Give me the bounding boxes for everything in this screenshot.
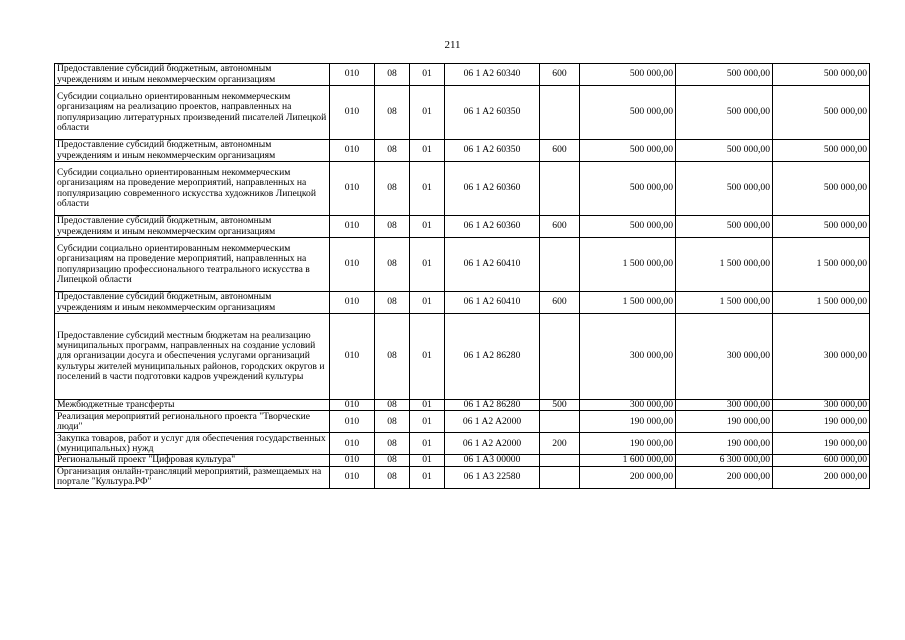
- table-row: [55, 314, 870, 400]
- amount-year-2: 1 500 000,00: [676, 238, 773, 292]
- department-code: 010: [330, 400, 375, 411]
- expense-type-code: 600: [540, 64, 580, 86]
- target-article-code: 06 1 A2 60350: [445, 86, 540, 140]
- department-code: 010: [330, 411, 375, 433]
- section-code: 08: [375, 433, 410, 455]
- amount-year-1: 1 500 000,00: [580, 292, 676, 314]
- subsection-code: 01: [410, 292, 445, 314]
- amount-year-1: 500 000,00: [580, 162, 676, 216]
- amount-year-3: 500 000,00: [773, 140, 870, 162]
- amount-year-2: 500 000,00: [676, 140, 773, 162]
- budget-item-name: Организация онлайн-трансляций мероприятий, размещаемых на портале "Культура.РФ": [55, 466, 330, 488]
- expense-type-code: [540, 466, 580, 488]
- amount-year-3: 500 000,00: [773, 64, 870, 86]
- table-row: [55, 466, 870, 488]
- amount-year-3: 300 000,00: [773, 400, 870, 411]
- budget-item-name: Закупка товаров, работ и услуг для обеспечения государственных (муниципальных) нужд: [55, 433, 330, 455]
- section-code: 08: [375, 64, 410, 86]
- amount-year-1: 500 000,00: [580, 216, 676, 238]
- amount-year-1: 500 000,00: [580, 140, 676, 162]
- target-article-code: 06 1 A2 60340: [445, 64, 540, 86]
- department-code: 010: [330, 216, 375, 238]
- department-code: 010: [330, 238, 375, 292]
- amount-year-3: 300 000,00: [773, 314, 870, 400]
- table-row: [55, 411, 870, 433]
- amount-year-2: 300 000,00: [676, 400, 773, 411]
- amount-year-3: 200 000,00: [773, 466, 870, 488]
- expense-type-code: [540, 314, 580, 400]
- department-code: 010: [330, 314, 375, 400]
- amount-year-2: 500 000,00: [676, 64, 773, 86]
- target-article-code: 06 1 A2 86280: [445, 400, 540, 411]
- budget-item-name: Межбюджетные трансферты: [55, 400, 330, 411]
- amount-year-2: 190 000,00: [676, 433, 773, 455]
- target-article-code: 06 1 A2 60360: [445, 162, 540, 216]
- section-code: 08: [375, 162, 410, 216]
- budget-item-name: Предоставление субсидий бюджетным, автономным учреждениям и иным некоммерческим организациям: [55, 140, 330, 162]
- target-article-code: 06 1 A2 60360: [445, 216, 540, 238]
- subsection-code: 01: [410, 162, 445, 216]
- budget-item-name: Субсидии социально ориентированным некоммерческим организациям на реализацию проектов, направленных на популяризацию литературных произведений писателей Липецкой области: [55, 86, 330, 140]
- table-row: [55, 86, 870, 140]
- subsection-code: 01: [410, 238, 445, 292]
- budget-table: [54, 63, 870, 489]
- target-article-code: 06 1 A2 60410: [445, 238, 540, 292]
- amount-year-1: 200 000,00: [580, 466, 676, 488]
- table-row: [55, 64, 870, 86]
- target-article-code: 06 1 A2 86280: [445, 314, 540, 400]
- amount-year-2: 300 000,00: [676, 314, 773, 400]
- budget-item-name: Предоставление субсидий бюджетным, автономным учреждениям и иным некоммерческим организациям: [55, 64, 330, 86]
- section-code: 08: [375, 314, 410, 400]
- table-row: [55, 433, 870, 455]
- department-code: 010: [330, 466, 375, 488]
- budget-item-name: Региональный проект "Цифровая культура": [55, 455, 330, 466]
- table-row: [55, 238, 870, 292]
- expense-type-code: [540, 238, 580, 292]
- section-code: 08: [375, 216, 410, 238]
- amount-year-1: 1 600 000,00: [580, 455, 676, 466]
- section-code: 08: [375, 466, 410, 488]
- target-article-code: 06 1 A2 A2000: [445, 433, 540, 455]
- department-code: 010: [330, 140, 375, 162]
- amount-year-2: 200 000,00: [676, 466, 773, 488]
- page-number: 211: [444, 39, 461, 51]
- amount-year-3: 600 000,00: [773, 455, 870, 466]
- amount-year-1: 300 000,00: [580, 400, 676, 411]
- table-row: [55, 455, 870, 466]
- subsection-code: 01: [410, 466, 445, 488]
- amount-year-1: 1 500 000,00: [580, 238, 676, 292]
- target-article-code: 06 1 A2 60410: [445, 292, 540, 314]
- budget-item-name: Субсидии социально ориентированным некоммерческим организациям на проведение мероприятий, направленных на популяризацию профессионального театрального искусства в Липецкой области: [55, 238, 330, 292]
- amount-year-3: 190 000,00: [773, 433, 870, 455]
- section-code: 08: [375, 238, 410, 292]
- expense-type-code: [540, 86, 580, 140]
- target-article-code: 06 1 A3 00000: [445, 455, 540, 466]
- section-code: 08: [375, 140, 410, 162]
- amount-year-3: 190 000,00: [773, 411, 870, 433]
- department-code: 010: [330, 64, 375, 86]
- amount-year-1: 300 000,00: [580, 314, 676, 400]
- expense-type-code: 600: [540, 140, 580, 162]
- department-code: 010: [330, 86, 375, 140]
- subsection-code: 01: [410, 216, 445, 238]
- table-row: [55, 292, 870, 314]
- table-row: [55, 162, 870, 216]
- target-article-code: 06 1 A2 A2000: [445, 411, 540, 433]
- expense-type-code: [540, 455, 580, 466]
- subsection-code: 01: [410, 455, 445, 466]
- amount-year-2: 190 000,00: [676, 411, 773, 433]
- department-code: 010: [330, 292, 375, 314]
- table-row: [55, 140, 870, 162]
- expense-type-code: 600: [540, 292, 580, 314]
- table-row: [55, 400, 870, 411]
- budget-item-name: Субсидии социально ориентированным некоммерческим организациям на проведение мероприятий, направленных на популяризацию современного искусства художников Липецкой области: [55, 162, 330, 216]
- subsection-code: 01: [410, 140, 445, 162]
- amount-year-3: 500 000,00: [773, 86, 870, 140]
- amount-year-3: 500 000,00: [773, 216, 870, 238]
- amount-year-3: 500 000,00: [773, 162, 870, 216]
- section-code: 08: [375, 400, 410, 411]
- amount-year-1: 190 000,00: [580, 433, 676, 455]
- amount-year-2: 6 300 000,00: [676, 455, 773, 466]
- section-code: 08: [375, 455, 410, 466]
- amount-year-1: 500 000,00: [580, 86, 676, 140]
- subsection-code: 01: [410, 64, 445, 86]
- subsection-code: 01: [410, 314, 445, 400]
- table-row: [55, 216, 870, 238]
- department-code: 010: [330, 162, 375, 216]
- budget-item-name: Предоставление субсидий местным бюджетам на реализацию муниципальных программ, направленных на создание условий для организации досуга и обеспечения услугами организаций культуры жителей муниципальных районов, городских округов и поселений в части подготовки кадров учреждений культуры: [55, 314, 330, 400]
- section-code: 08: [375, 292, 410, 314]
- expense-type-code: [540, 162, 580, 216]
- table-body: [55, 64, 870, 489]
- subsection-code: 01: [410, 86, 445, 140]
- target-article-code: 06 1 A2 60350: [445, 140, 540, 162]
- subsection-code: 01: [410, 411, 445, 433]
- amount-year-1: 500 000,00: [580, 64, 676, 86]
- amount-year-2: 500 000,00: [676, 86, 773, 140]
- amount-year-2: 1 500 000,00: [676, 292, 773, 314]
- department-code: 010: [330, 433, 375, 455]
- amount-year-2: 500 000,00: [676, 162, 773, 216]
- amount-year-1: 190 000,00: [580, 411, 676, 433]
- budget-item-name: Предоставление субсидий бюджетным, автономным учреждениям и иным некоммерческим организациям: [55, 216, 330, 238]
- expense-type-code: [540, 411, 580, 433]
- amount-year-2: 500 000,00: [676, 216, 773, 238]
- expense-type-code: 500: [540, 400, 580, 411]
- section-code: 08: [375, 86, 410, 140]
- budget-item-name: Реализация мероприятий регионального проекта "Творческие люди": [55, 411, 330, 433]
- amount-year-3: 1 500 000,00: [773, 292, 870, 314]
- section-code: 08: [375, 411, 410, 433]
- expense-type-code: 200: [540, 433, 580, 455]
- amount-year-3: 1 500 000,00: [773, 238, 870, 292]
- department-code: 010: [330, 455, 375, 466]
- budget-item-name: Предоставление субсидий бюджетным, автономным учреждениям и иным некоммерческим организациям: [55, 292, 330, 314]
- expense-type-code: 600: [540, 216, 580, 238]
- subsection-code: 01: [410, 433, 445, 455]
- subsection-code: 01: [410, 400, 445, 411]
- target-article-code: 06 1 A3 22580: [445, 466, 540, 488]
